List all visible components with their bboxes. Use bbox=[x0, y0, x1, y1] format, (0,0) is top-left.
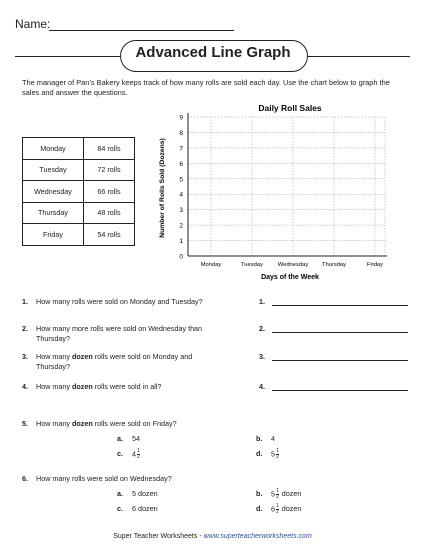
answer-choice[interactable] bbox=[117, 504, 158, 514]
choice-value: 4 bbox=[132, 449, 136, 459]
table-row bbox=[23, 181, 135, 203]
answer-choice[interactable] bbox=[117, 434, 140, 444]
choice-value: 5 bbox=[271, 489, 275, 499]
answer-choice[interactable] bbox=[256, 449, 279, 460]
table-value-cell: 54 rolls bbox=[84, 224, 135, 246]
question-number: 2. bbox=[22, 324, 28, 333]
choice-letter: d. bbox=[256, 504, 263, 514]
fraction-numerator: 1 bbox=[137, 448, 140, 454]
choice-fraction bbox=[137, 449, 140, 460]
question-text: How many rolls were sold on Monday and Tuesday? bbox=[36, 297, 203, 306]
y-tick-label: 5 bbox=[179, 176, 183, 184]
y-tick-label: 3 bbox=[179, 207, 183, 215]
footer-url-link[interactable]: www.superteacherworksheets.com bbox=[203, 533, 312, 540]
question-text bbox=[36, 419, 206, 429]
choice-fraction bbox=[276, 489, 279, 500]
x-axis-label: Days of the Week bbox=[261, 274, 319, 281]
choice-letter: b. bbox=[256, 434, 263, 443]
table-day-cell: Tuesday bbox=[23, 159, 84, 181]
choice-fraction bbox=[276, 504, 279, 515]
x-tick-label: Tuesday bbox=[240, 262, 264, 268]
footer-site-name: Super Teacher Worksheets bbox=[113, 533, 198, 540]
answer-choice[interactable] bbox=[256, 504, 301, 515]
answer-number: 4. bbox=[259, 382, 265, 391]
line-chart bbox=[150, 100, 410, 285]
choice-letter: b. bbox=[256, 489, 263, 499]
choice-letter: a. bbox=[117, 434, 123, 443]
table-value-cell: 48 rolls bbox=[84, 202, 135, 224]
answer-number: 1. bbox=[259, 297, 265, 306]
page-title: Advanced Line Graph bbox=[135, 44, 291, 61]
choice-letter: c. bbox=[117, 504, 123, 513]
choice-letter: a. bbox=[117, 489, 123, 498]
answer-line[interactable] bbox=[272, 360, 408, 361]
question-text-part: rolls were sold on Friday? bbox=[92, 419, 177, 428]
fraction-numerator: 1 bbox=[276, 448, 279, 454]
choice-letter: d. bbox=[256, 449, 263, 459]
name-label: Name: bbox=[15, 17, 51, 31]
question-number: 6. bbox=[22, 474, 28, 483]
chart-title: Daily Roll Sales bbox=[258, 103, 322, 113]
answer-choice[interactable] bbox=[256, 434, 275, 444]
table-value-cell: 66 rolls bbox=[84, 181, 135, 203]
choice-value: 54 bbox=[132, 434, 140, 443]
intro-text: The manager of Pan’s Bakery keeps track of how many rolls are sold each day. Use the chart below to graph the sales and answer the questions. bbox=[22, 78, 390, 97]
fraction-numerator: 1 bbox=[276, 488, 279, 494]
table-row bbox=[23, 138, 135, 160]
question-text-part: rolls were sold in all? bbox=[92, 382, 162, 391]
choice-value: 5 bbox=[271, 449, 275, 459]
table-day-cell: Monday bbox=[23, 138, 84, 160]
title-rule-right bbox=[307, 56, 410, 57]
question-number: 5. bbox=[22, 419, 28, 428]
title-rule-left bbox=[15, 56, 120, 57]
table-day-cell: Friday bbox=[23, 224, 84, 246]
table-day-cell: Wednesday bbox=[23, 181, 84, 203]
question-text-part: How many bbox=[36, 352, 72, 361]
choice-value: 6 bbox=[271, 504, 275, 514]
question-bold-word: dozen bbox=[71, 352, 93, 361]
question-text bbox=[36, 382, 206, 392]
answer-number: 2. bbox=[259, 324, 265, 333]
question-text: How many more rolls were sold on Wednesday than Thursday? bbox=[36, 324, 203, 343]
y-tick-label: 2 bbox=[179, 222, 183, 230]
question-text-part: How many bbox=[36, 419, 72, 428]
sales-table bbox=[22, 137, 135, 246]
fraction-denominator: 2 bbox=[137, 454, 140, 460]
name-blank-line[interactable] bbox=[49, 30, 234, 31]
choice-value: 6 dozen bbox=[132, 504, 158, 513]
answer-choice[interactable] bbox=[117, 449, 140, 460]
question-bold-word: dozen bbox=[71, 382, 93, 391]
choice-unit: dozen bbox=[281, 504, 302, 514]
choice-value: 5 dozen bbox=[132, 489, 158, 498]
choice-value: 4 bbox=[271, 434, 275, 443]
answer-choice[interactable] bbox=[117, 489, 158, 499]
answer-line[interactable] bbox=[272, 332, 408, 333]
question-text-part: rolls were sold on Monday and Thursday? bbox=[36, 352, 193, 371]
answer-choice[interactable] bbox=[256, 489, 301, 500]
table-value-cell: 72 rolls bbox=[84, 159, 135, 181]
y-tick-label: 9 bbox=[179, 114, 183, 122]
footer bbox=[0, 533, 425, 540]
fraction-denominator: 2 bbox=[276, 509, 279, 515]
choice-letter: c. bbox=[117, 449, 123, 459]
x-tick-label: Thursday bbox=[321, 262, 347, 268]
fraction-numerator: 1 bbox=[276, 503, 279, 509]
y-tick-label: 8 bbox=[179, 129, 183, 137]
y-tick-label: 6 bbox=[179, 160, 183, 168]
y-axis-label: Number of Rolls Sold (Dozens) bbox=[159, 138, 166, 238]
choice-fraction bbox=[276, 449, 279, 460]
choice-unit: dozen bbox=[281, 489, 302, 499]
footer-separator: - bbox=[197, 533, 204, 540]
y-tick-label: 1 bbox=[179, 238, 183, 246]
table-row bbox=[23, 224, 135, 246]
y-tick-label: 7 bbox=[179, 145, 183, 153]
table-row bbox=[23, 202, 135, 224]
question-bold-word: dozen bbox=[71, 419, 93, 428]
x-tick-label: Monday bbox=[200, 262, 222, 268]
fraction-denominator: 2 bbox=[276, 454, 279, 460]
y-tick-label: 0 bbox=[179, 253, 183, 261]
question-number: 1. bbox=[22, 297, 28, 306]
x-tick-label: Friday bbox=[366, 262, 384, 268]
fraction-denominator: 2 bbox=[276, 494, 279, 500]
table-day-cell: Thursday bbox=[23, 202, 84, 224]
answer-line[interactable] bbox=[272, 305, 408, 306]
table-value-cell: 84 rolls bbox=[84, 138, 135, 160]
answer-line[interactable] bbox=[272, 390, 408, 391]
question-text-part: How many bbox=[36, 382, 72, 391]
question-text bbox=[36, 352, 206, 372]
question-text: How many rolls were sold on Wednesday? bbox=[36, 474, 172, 483]
question-number: 4. bbox=[22, 382, 28, 391]
table-row bbox=[23, 159, 135, 181]
y-tick-label: 4 bbox=[179, 191, 183, 199]
answer-number: 3. bbox=[259, 352, 265, 361]
question-number: 3. bbox=[22, 352, 28, 361]
x-tick-label: Wednesday bbox=[277, 262, 309, 268]
